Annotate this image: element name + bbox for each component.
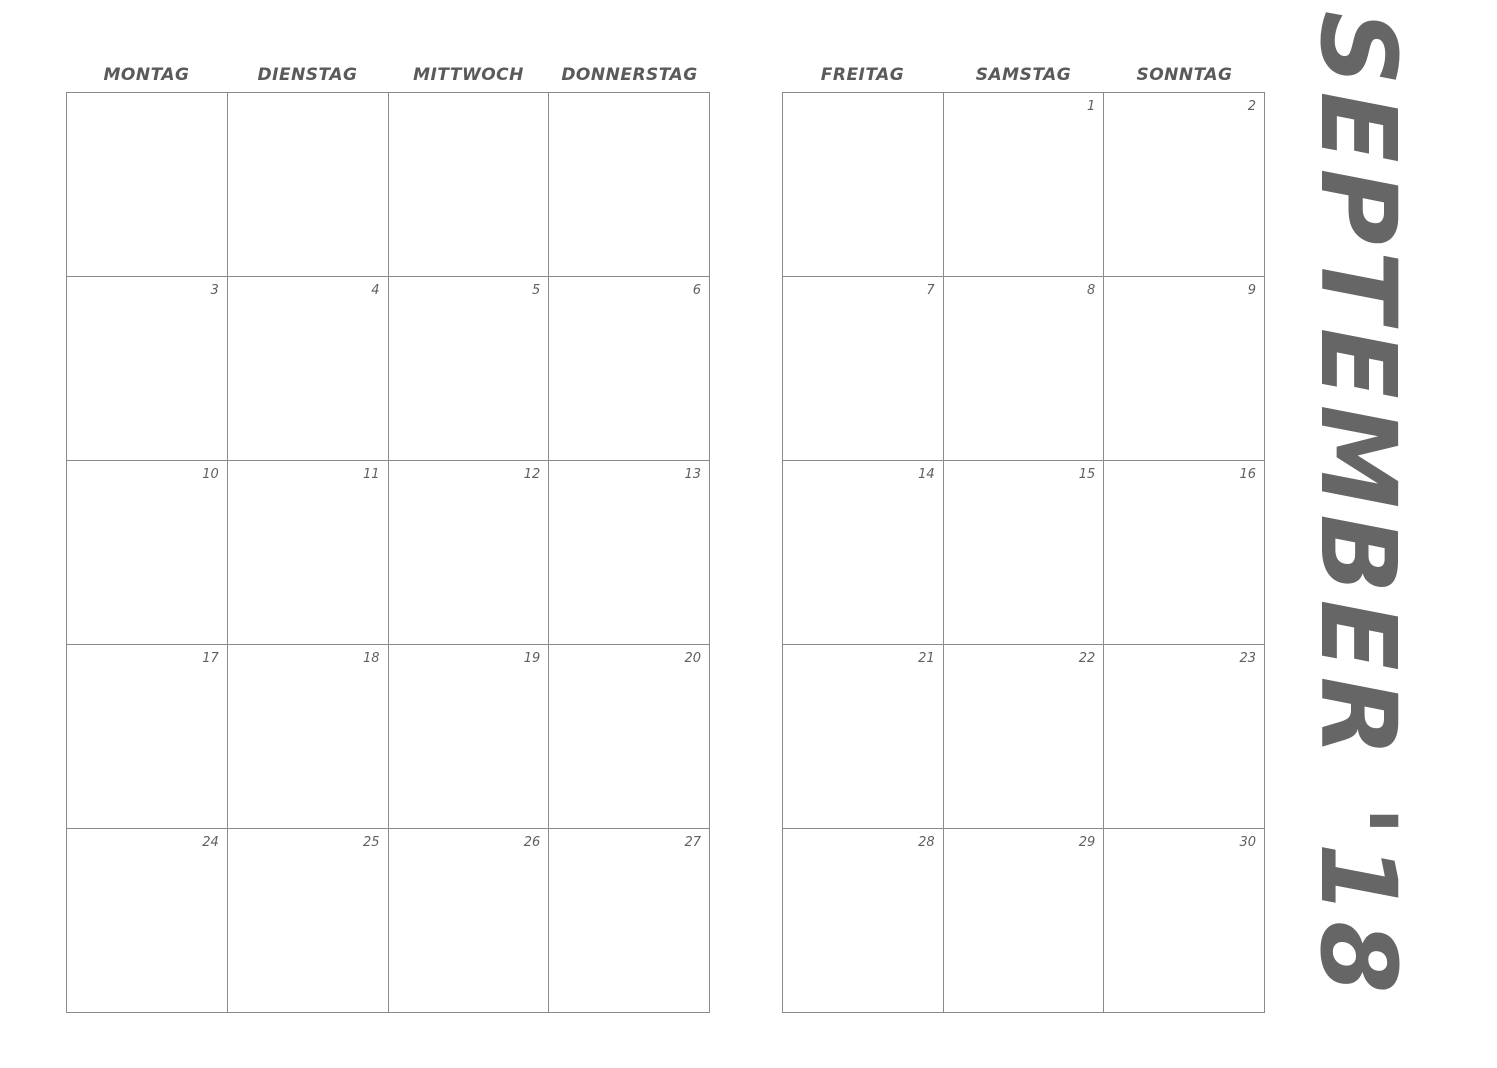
day-number: 7	[926, 283, 935, 298]
day-number: 25	[362, 835, 380, 850]
month-title: SEPTEMBER '18	[1297, 10, 1419, 1000]
day-cell[interactable]	[228, 277, 389, 461]
day-number: 2	[1247, 99, 1256, 114]
right-page-headers	[782, 62, 1265, 88]
day-cell[interactable]	[1104, 829, 1265, 1013]
day-number: 13	[684, 467, 701, 482]
day-cell[interactable]	[389, 277, 550, 461]
day-cell[interactable]	[389, 93, 550, 277]
day-cell[interactable]	[1104, 93, 1265, 277]
day-cell[interactable]	[783, 645, 944, 829]
day-cell[interactable]	[549, 829, 710, 1013]
day-number: 29	[1078, 835, 1096, 850]
day-cell[interactable]	[944, 93, 1105, 277]
header-donnerstag: DONNERSTAG	[561, 65, 698, 85]
day-number: 21	[918, 651, 935, 666]
day-cell[interactable]	[549, 277, 710, 461]
header-mittwoch: MITTWOCH	[413, 65, 524, 85]
day-cell[interactable]	[389, 461, 550, 645]
day-cell[interactable]	[389, 645, 550, 829]
day-cell[interactable]	[783, 93, 944, 277]
day-number: 27	[684, 835, 701, 850]
day-number: 5	[531, 283, 541, 298]
day-cell[interactable]	[67, 829, 228, 1013]
day-cell[interactable]	[1104, 645, 1265, 829]
day-number: 6	[692, 283, 701, 298]
day-cell[interactable]	[549, 93, 710, 277]
day-cell[interactable]	[944, 277, 1105, 461]
right-page-grid	[782, 92, 1265, 1013]
day-cell[interactable]	[944, 461, 1105, 645]
day-number: 12	[523, 467, 541, 482]
day-cell[interactable]	[228, 93, 389, 277]
day-number: 9	[1247, 283, 1256, 298]
day-number: 4	[371, 283, 380, 298]
day-number: 15	[1078, 467, 1096, 482]
header-sonntag: SONNTAG	[1136, 65, 1233, 85]
day-number: 16	[1239, 467, 1256, 482]
day-cell[interactable]	[67, 645, 228, 829]
day-number: 17	[202, 651, 219, 666]
day-cell[interactable]	[67, 93, 228, 277]
day-number: 20	[684, 651, 701, 666]
day-cell[interactable]	[67, 277, 228, 461]
day-number: 28	[918, 835, 935, 850]
header-samstag: SAMSTAG	[975, 65, 1072, 85]
header-dienstag: DIENSTAG	[257, 65, 358, 85]
day-number: 11	[362, 467, 380, 482]
day-number: 19	[523, 651, 541, 666]
left-page-grid	[66, 92, 710, 1013]
day-number: 14	[918, 467, 935, 482]
day-number: 30	[1239, 835, 1256, 850]
day-cell[interactable]	[783, 829, 944, 1013]
day-number: 10	[202, 467, 219, 482]
day-cell[interactable]	[549, 645, 710, 829]
day-cell[interactable]	[783, 277, 944, 461]
day-number: 1	[1087, 99, 1096, 114]
day-cell[interactable]	[944, 829, 1105, 1013]
day-cell[interactable]	[549, 461, 710, 645]
left-page-headers	[66, 62, 710, 88]
day-cell[interactable]	[1104, 461, 1265, 645]
day-cell[interactable]	[228, 461, 389, 645]
day-number: 22	[1078, 651, 1096, 666]
day-cell[interactable]	[783, 461, 944, 645]
day-cell[interactable]	[228, 645, 389, 829]
day-cell[interactable]	[228, 829, 389, 1013]
day-number: 3	[210, 283, 219, 298]
day-cell[interactable]	[389, 829, 550, 1013]
day-number: 23	[1239, 651, 1256, 666]
day-number: 24	[202, 835, 219, 850]
day-cell[interactable]	[1104, 277, 1265, 461]
day-number: 26	[523, 835, 541, 850]
day-cell[interactable]	[944, 645, 1105, 829]
day-number: 18	[362, 651, 380, 666]
header-freitag: FREITAG	[820, 65, 905, 85]
day-cell[interactable]	[67, 461, 228, 645]
day-number: 8	[1087, 283, 1096, 298]
header-montag: MONTAG	[103, 65, 190, 85]
